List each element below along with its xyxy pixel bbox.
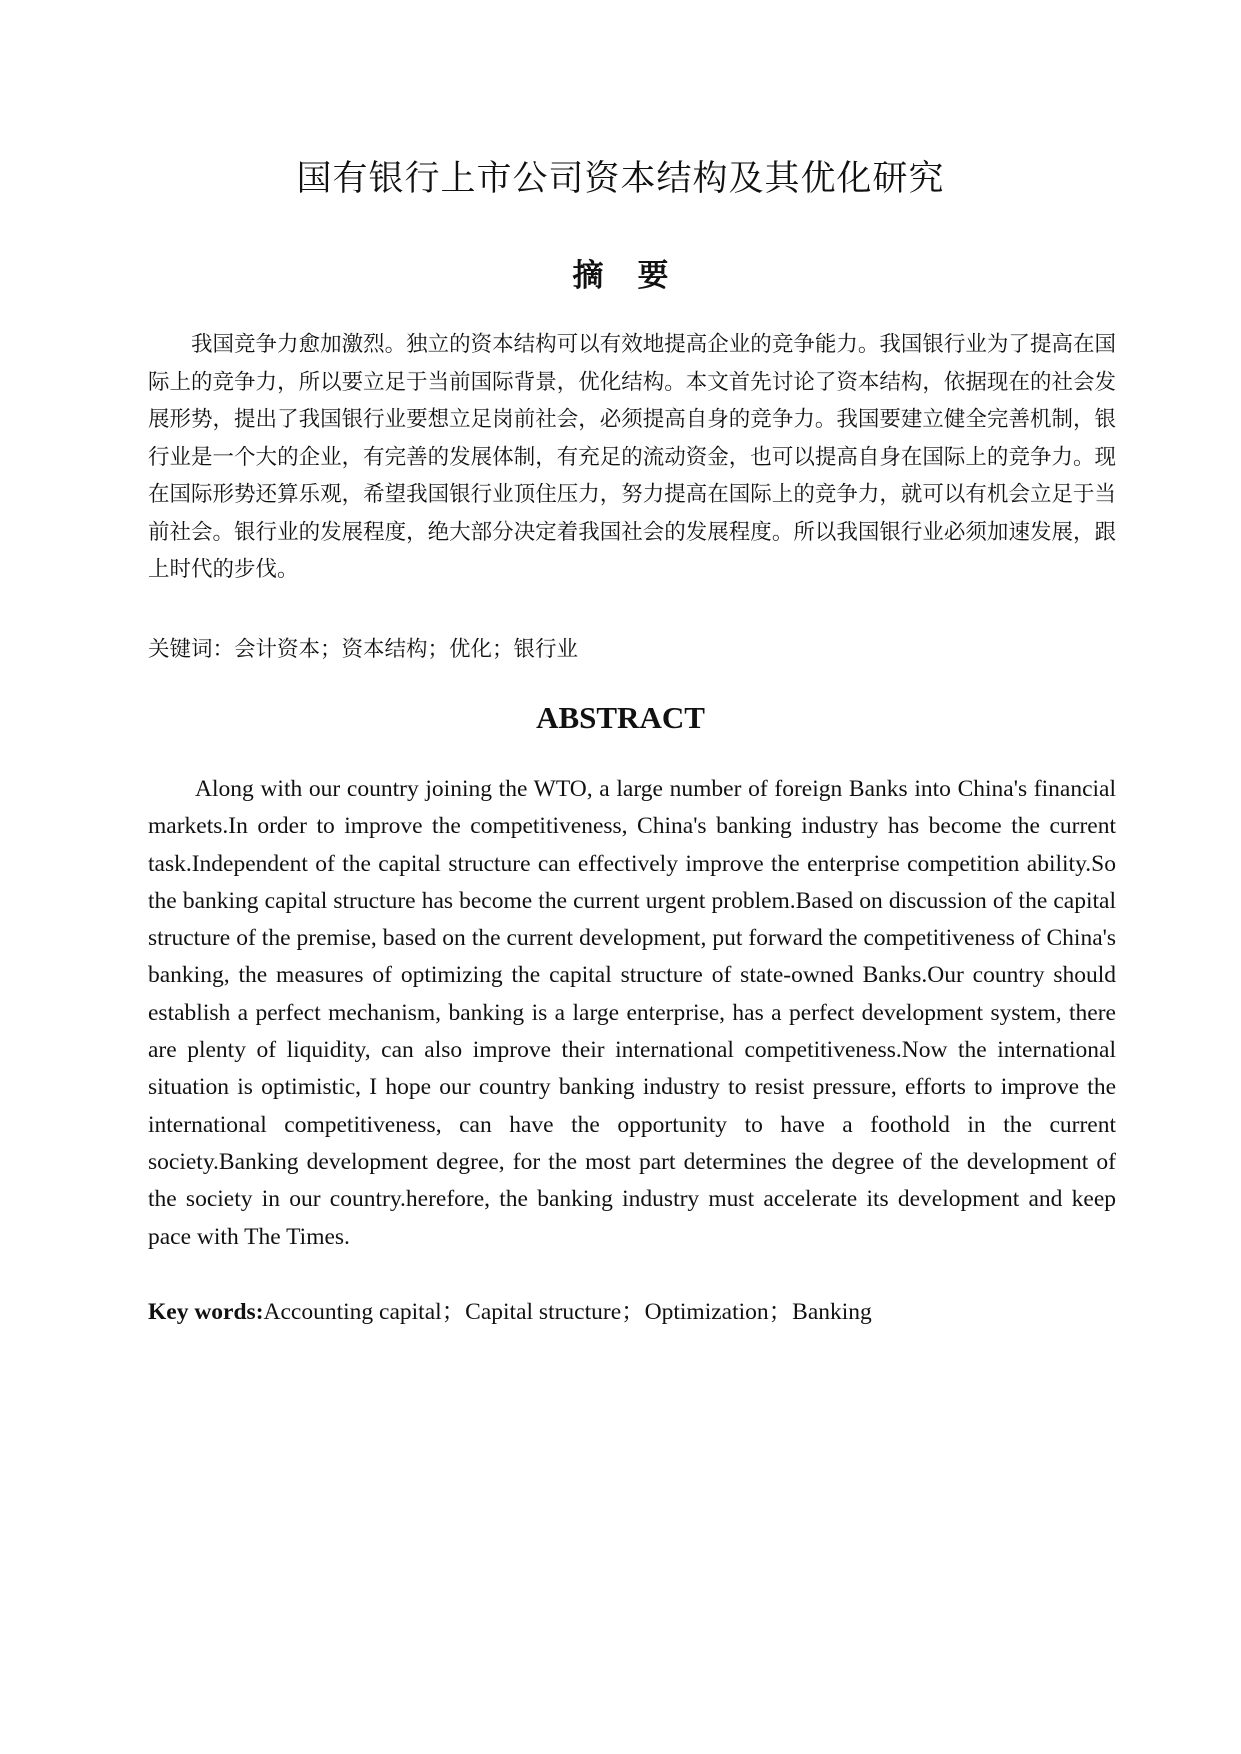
english-keywords-label: Key words:	[148, 1299, 264, 1325]
chinese-abstract-heading-left: 摘	[572, 258, 604, 294]
chinese-keywords	[148, 632, 1116, 668]
english-keywords	[148, 1294, 1116, 1330]
chinese-keywords-label: 关键词：	[148, 637, 235, 662]
english-abstract-body: Along with our country joining the WTO, a large number of foreign Banks into China's financial markets.In order to improve the competitiveness, China's banking industry has become the current task.Independent of the capital structure can effectively improve the enterprise competition ability.So the banking capital structure has become the current urgent problem.Based on discussion of the capital structure of the premise, based on the current development, put forward the competitiveness of China's banking, the measures of optimizing the capital structure of state-owned Banks.Our country should establish a perfect mechanism, banking is a large enterprise, has a perfect development system, there are plenty of liquidity, can also improve their international competitiveness.Now the international situation is optimistic, I hope our country banking industry to resist pressure, efforts to improve the international competitiveness, can have the opportunity to have a foothold in the current society.Banking development degree, for the most part determines the degree of the development of the society in our country.herefore, the banking industry must accelerate its development and keep pace with The Times.	[148, 776, 1116, 1250]
chinese-keywords-list: 会计资本；资本结构；优化；银行业	[234, 637, 579, 662]
english-abstract-heading: ABSTRACT	[536, 700, 705, 735]
paper-title: 国有银行上市公司资本结构及其优化研究	[296, 159, 945, 199]
chinese-abstract-heading	[0, 255, 1241, 297]
chinese-abstract-heading-right: 要	[637, 258, 669, 294]
english-keywords-list: Accounting capital；Capital structure；Optimization；Banking	[263, 1299, 872, 1325]
chinese-abstract-body: 我国竞争力愈加激烈。独立的资本结构可以有效地提高企业的竞争能力。我国银行业为了提高在国际上的竞争力，所以要立足于当前国际背景，优化结构。本文首先讨论了资本结构，依据现在的社会发展形势，提出了我国银行业要想立足岗前社会，必须提高自身的竞争力。我国要建立健全完善机制，银行业是一个大的企业，有完善的发展体制，有充足的流动资金，也可以提高自身在国际上的竞争力。现在国际形势还算乐观，希望我国银行业顶住压力，努力提高在国际上的竞争力，就可以有机会立足于当前社会。银行业的发展程度，绝大部分决定着我国社会的发展程度。所以我国银行业必须加速发展，跟上时代的步伐。	[148, 332, 1116, 582]
